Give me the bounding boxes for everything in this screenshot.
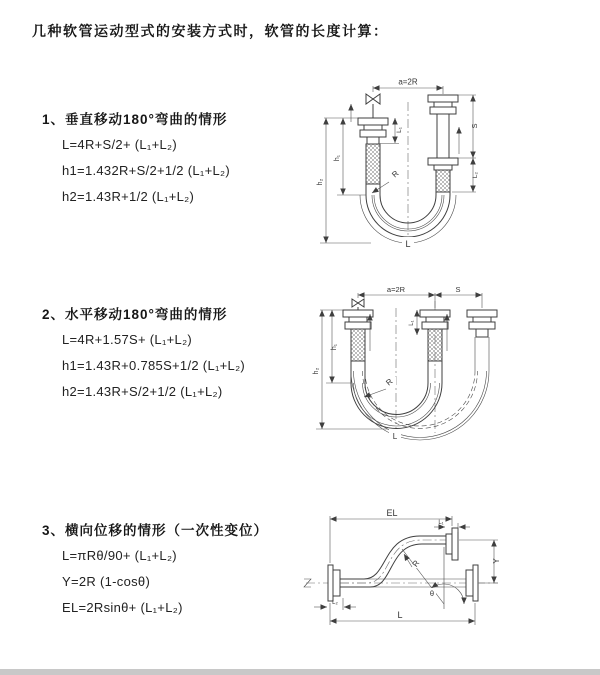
dim-label-l-2: L	[392, 432, 398, 441]
dim-label-l2-1: L₂	[472, 171, 479, 179]
dim-label-r-1: R	[390, 168, 401, 180]
flange-left	[343, 310, 373, 361]
section-1-heading: 1、垂直移动180°弯曲的情形	[42, 112, 228, 127]
dim-label-el: EL	[386, 508, 398, 518]
valve-icon	[352, 299, 364, 307]
dim-label-s-2: S	[455, 285, 461, 294]
dim-label-r-3: R	[410, 558, 422, 569]
dim-label-a2r-2: a=2R	[386, 285, 406, 294]
page-bottom-strip	[0, 669, 600, 675]
dim-label-l1-1: L₁	[396, 127, 403, 133]
flange-middle	[420, 310, 450, 361]
dim-label-h1-1: h₁	[334, 154, 341, 162]
section-1-formula-h2: h2=1.43R+1/2 (L₁+L₂)	[62, 189, 195, 204]
valve-icon	[366, 94, 380, 104]
dim-label-theta: θ	[429, 589, 435, 598]
dim-label-y: Y	[492, 558, 501, 564]
dim-label-h1-2: h₁	[331, 343, 338, 351]
dim-label-l2-3: L₂	[332, 600, 338, 606]
section-3-heading: 3、横向位移的情形（一次性变位）	[42, 523, 269, 538]
section-3	[42, 519, 268, 626]
dim-label-l1-2: L₁	[409, 320, 415, 326]
dim-label-l-1: L	[405, 239, 411, 249]
dim-label-l1-3: L₁	[438, 520, 444, 526]
flange-right-moved	[467, 310, 497, 337]
section-3-formula-L: L=πRθ/90+ (L₁+L₂)	[62, 548, 177, 563]
dim-label-l-3: L	[397, 610, 403, 620]
diagram-vertical-180-bend	[313, 72, 565, 264]
section-3-formula-Y: Y=2R (1-cosθ)	[62, 574, 151, 589]
diagram-horizontal-180-bend	[310, 283, 598, 463]
section-1	[42, 108, 230, 215]
section-1-formula-h1: h1=1.432R+S/2+1/2 (L₁+L₂)	[62, 163, 230, 178]
section-3-formula-EL: EL=2Rsinθ+ (L₁+L₂)	[62, 600, 183, 615]
section-2-heading: 2、水平移动180°弯曲的情形	[42, 307, 228, 322]
dim-label-h2-2: h₂	[313, 367, 320, 375]
dim-label-s-1: S	[470, 123, 479, 129]
section-2-formula-L: L=4R+1.57S+ (L₁+L₂)	[62, 332, 193, 347]
page-title: 几种软管运动型式的安装方式时，软管的长度计算：	[32, 23, 389, 39]
section-2	[42, 303, 245, 410]
section-1-formula-L: L=4R+S/2+ (L₁+L₂)	[62, 137, 177, 152]
section-2-formula-h2: h2=1.43R+S/2+1/2 (L₁+L₂)	[62, 384, 223, 399]
dim-label-h2-1: h₂	[317, 178, 324, 186]
dim-label-r-2: R	[384, 376, 395, 388]
diagram-lateral-displacement	[298, 503, 600, 645]
dim-label-a2r-1: a=2R	[398, 77, 418, 87]
section-2-formula-h1: h1=1.43R+0.785S+1/2 (L₁+L₂)	[62, 358, 246, 373]
